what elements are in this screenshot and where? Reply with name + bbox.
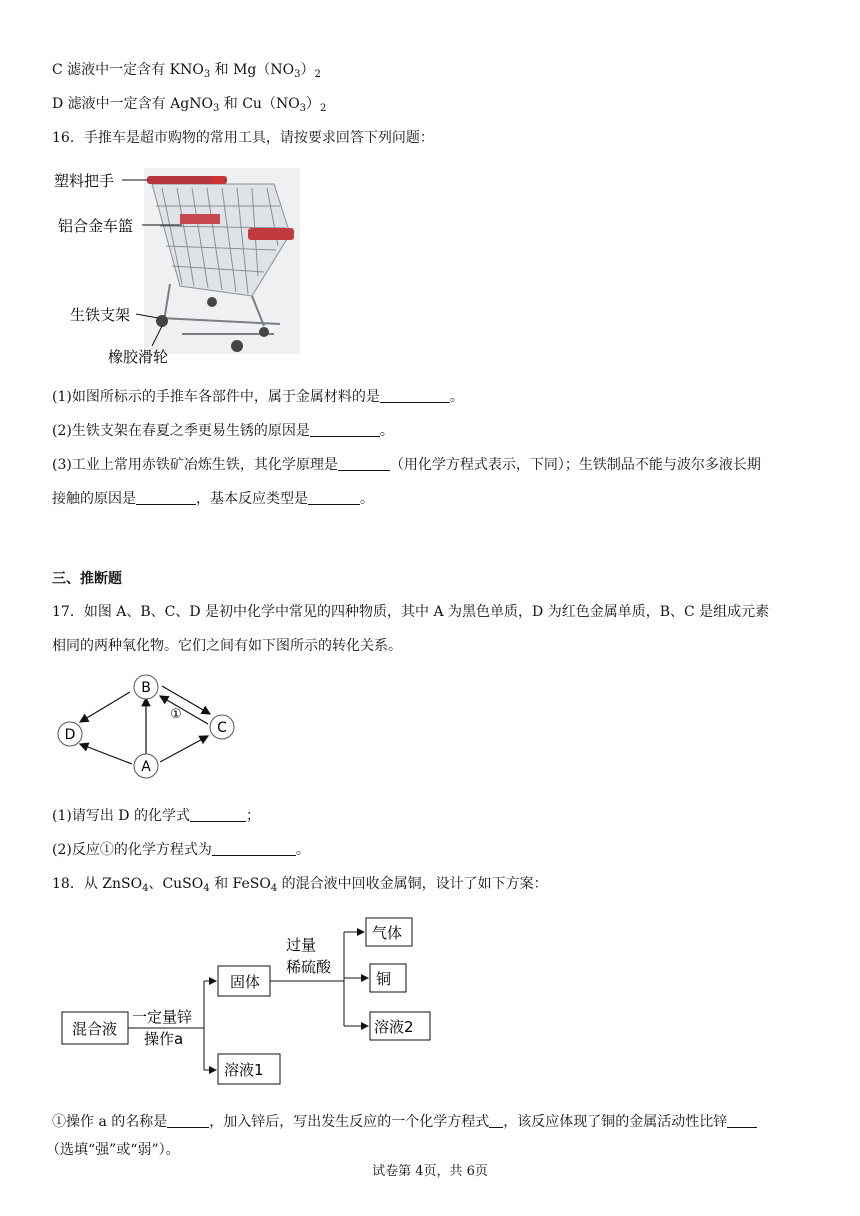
answer-blank[interactable] [308, 490, 360, 505]
q16-part3: (3)工业上常用赤铁矿冶炼生铁，其化学原理是 （用化学方程式表示，下同）；生铁制品不能与波尔多液长期 [52, 457, 761, 473]
label-solution2: 溶液2 [374, 1018, 414, 1036]
q16-stem: 16．手推车是超市购物的常用工具，请按要求回答下列问题： [52, 130, 434, 146]
node-c: C [217, 720, 227, 736]
conversion-diagram [52, 670, 252, 790]
q17-stem-cont: 相同的两种氧化物。它们之间有如下图所示的转化关系。 [52, 638, 402, 654]
answer-blank[interactable] [136, 490, 196, 505]
label-copper: 铜 [376, 970, 392, 988]
label-operation-a: 操作a [144, 1030, 184, 1048]
label-excess: 过量 [286, 936, 317, 954]
answer-blank[interactable] [190, 807, 246, 822]
q16-part3-cont: 接触的原因是 ，基本反应类型是 。 [52, 491, 374, 507]
node-a: A [141, 759, 151, 775]
label-dilute-acid: 稀硫酸 [286, 958, 332, 976]
arrow-a-to-c [160, 736, 208, 762]
node-d: D [64, 727, 76, 743]
arrow-a-to-d [80, 744, 132, 764]
answer-blank[interactable] [380, 388, 450, 403]
answer-blank[interactable] [338, 456, 390, 471]
label-gas: 气体 [372, 924, 403, 942]
q18-part1-cont: （选填“强”或“弱”）。 [46, 1142, 180, 1158]
page-footer: 试卷第 4页，共 6页 [372, 1164, 488, 1179]
reaction-mark: ① [170, 707, 182, 722]
q18-stem: 18．从 ZnSO$_4$、CuSO$_4$ 和 FeSO$_4$ 的混合液中回收金属铜，设计了如下方案： [52, 876, 548, 894]
node-b: B [141, 680, 151, 696]
option-c: C 滤液中一定含有 $KNO_3$ 和 $Mg(NO_3)_2$ [52, 62, 321, 80]
wheel [156, 315, 168, 327]
process-flowchart [52, 910, 442, 1090]
label-mixture: 混合液 [72, 1020, 118, 1038]
q17-stem: 17．如图 A、B、C、D 是初中化学中常见的四种物质，其中 A 为黑色单质，D 为红色金属单质，B、C 是组成元素 [52, 604, 770, 620]
answer-blank[interactable] [167, 1113, 209, 1128]
section-heading: 三、推断题 [52, 571, 122, 587]
answer-blank[interactable] [310, 422, 380, 437]
label-solution1: 溶液1 [224, 1061, 264, 1079]
option-d: D 滤液中一定含有 AgNO$_3$ 和 $Cu(NO_3)_2$ [52, 96, 327, 114]
answer-blank[interactable] [212, 841, 296, 856]
label-frame: 生铁支架 [70, 306, 131, 324]
label-solid: 固体 [230, 973, 261, 991]
label-zinc: 一定量锌 [132, 1008, 193, 1026]
answer-blank[interactable] [727, 1113, 757, 1128]
shopping-cart-figure [52, 166, 302, 366]
arrow-b-to-d [80, 692, 130, 722]
q17-part2: (2)反应①的化学方程式为 。 [52, 842, 310, 858]
q16-part2: (2)生铁支架在春夏之季更易生锈的原因是 。 [52, 423, 394, 439]
label-basket: 铝合金车篮 [58, 217, 134, 235]
q16-part1: (1)如图所标示的手推车各部件中，属于金属材料的是 。 [52, 389, 464, 405]
label-handle: 塑料把手 [54, 172, 115, 190]
label-wheel: 橡胶滑轮 [108, 348, 169, 366]
answer-blank[interactable] [489, 1113, 503, 1128]
arrow-c-to-b [160, 696, 208, 724]
q18-part1: ①操作 a 的名称是 ，加入锌后，写出发生反应的一个化学方程式 ，该反应体现了铜的金属活动性比锌 [52, 1112, 757, 1132]
q17-part1: (1)请写出 D 的化学式 ； [52, 808, 260, 824]
